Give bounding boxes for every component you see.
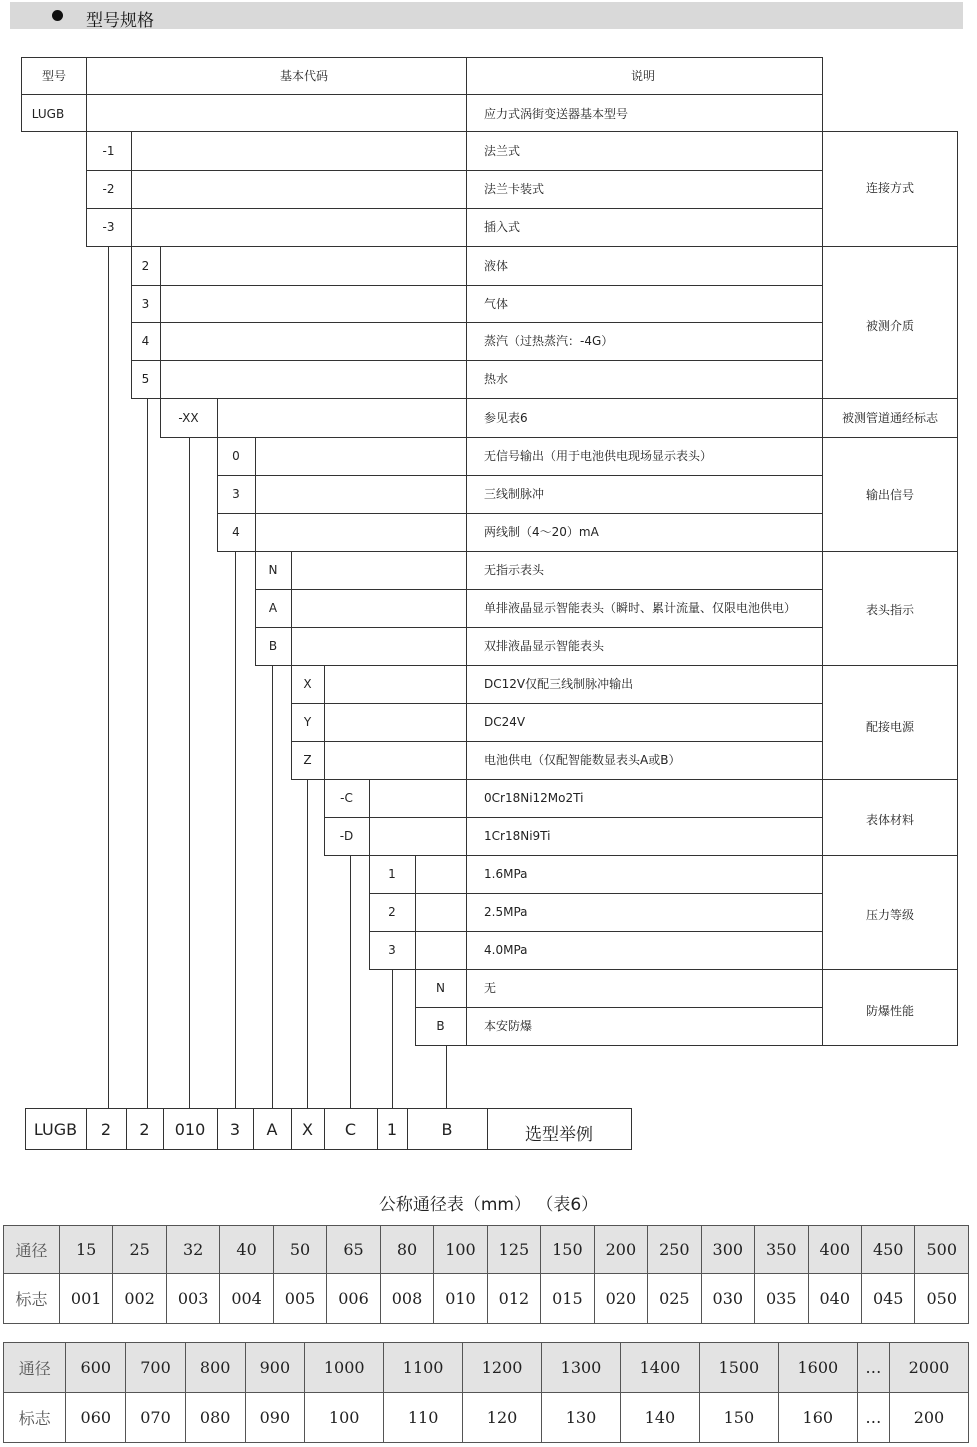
- example-code-cell: A: [266, 1120, 278, 1139]
- diameter-cell: 80: [380, 1226, 433, 1274]
- table-line: [255, 437, 256, 552]
- diameter-cell: 25: [113, 1226, 166, 1274]
- option-code: 0: [232, 449, 240, 463]
- example-code-cell: 2: [100, 1120, 112, 1139]
- table-line: [160, 398, 161, 438]
- table-line: [86, 131, 87, 247]
- table-line: [86, 1108, 87, 1150]
- option-code: X: [303, 677, 312, 691]
- option-description: DC12V仅配三线制脉冲输出: [484, 677, 634, 691]
- group-name: 压力等级: [865, 908, 915, 922]
- diameter-cell: 1600: [778, 1343, 857, 1393]
- diameter-cell: 1500: [699, 1343, 778, 1393]
- table-line: [415, 855, 416, 970]
- diameter-cell: 1400: [620, 1343, 699, 1393]
- mark-cell: 004: [220, 1274, 273, 1324]
- diameter-cell: 1200: [463, 1343, 542, 1393]
- table-line: [25, 1149, 632, 1150]
- mark-cell: …: [857, 1393, 889, 1443]
- diameter-cell: 1100: [384, 1343, 463, 1393]
- header-base-code: 基本代码: [279, 69, 329, 83]
- mark-cell: 030: [701, 1274, 754, 1324]
- example-code-cell: C: [344, 1120, 357, 1139]
- mark-cell: 012: [487, 1274, 540, 1324]
- group-name: 表头指示: [865, 603, 915, 617]
- option-code: 2: [141, 258, 150, 273]
- table-line: [291, 665, 292, 780]
- table-line: [253, 1108, 254, 1150]
- mark-cell: 120: [463, 1393, 542, 1443]
- option-description: 无: [484, 981, 497, 995]
- example-code-cell: 1: [386, 1120, 398, 1139]
- table-line: [21, 94, 823, 95]
- mark-cell: 001: [59, 1274, 112, 1324]
- diameter-cell: 800: [185, 1343, 245, 1393]
- option-code: 3: [141, 296, 150, 311]
- table-line: [415, 969, 416, 1046]
- option-code: -D: [339, 829, 354, 843]
- table-line: [272, 665, 273, 1109]
- option-description: 无指示表头: [484, 563, 545, 577]
- mark-cell: 140: [620, 1393, 699, 1443]
- header-description: 说明: [630, 69, 656, 83]
- table-line: [147, 398, 148, 1109]
- table-line: [957, 551, 958, 666]
- table-line: [217, 437, 218, 552]
- option-description: DC24V: [484, 715, 526, 729]
- table-line: [217, 513, 823, 514]
- base-model-description: 应力式涡街变送器基本型号: [484, 107, 629, 121]
- table-line: [25, 1108, 632, 1109]
- diameter-row-label: 通径: [4, 1343, 66, 1393]
- table-line: [307, 779, 308, 1109]
- table-line: [86, 170, 823, 171]
- mark-cell: 110: [384, 1393, 463, 1443]
- option-code: A: [268, 601, 278, 615]
- group-name: 防爆性能: [865, 1004, 915, 1018]
- diameter-cell: 900: [245, 1343, 305, 1393]
- table-line: [217, 1108, 218, 1150]
- table-line: [25, 1108, 26, 1150]
- option-code: 5: [141, 372, 150, 386]
- header-model: 型号: [41, 69, 67, 83]
- diameter-cell: 65: [327, 1226, 380, 1274]
- table-line: [86, 131, 958, 132]
- option-code: -3: [102, 220, 115, 234]
- mark-cell: 100: [305, 1393, 384, 1443]
- diameter-cell: 125: [487, 1226, 540, 1274]
- table-line: [377, 1108, 378, 1150]
- table-line: [86, 208, 823, 209]
- option-description: 液体: [484, 258, 509, 273]
- diameter-cell: 40: [220, 1226, 273, 1274]
- mark-cell: 045: [861, 1274, 914, 1324]
- table-line: [255, 589, 823, 590]
- diameter-cell: 350: [755, 1226, 808, 1274]
- mark-cell: 160: [778, 1393, 857, 1443]
- option-code: -2: [102, 182, 115, 196]
- mark-cell: 005: [273, 1274, 326, 1324]
- option-description: 单排液晶显示智能表头（瞬时、累计流量、仅限电池供电）: [484, 601, 797, 615]
- table-line: [131, 246, 958, 247]
- option-description: 1.6MPa: [484, 867, 528, 881]
- option-description: 气体: [484, 296, 509, 311]
- example-code-cell: X: [302, 1120, 313, 1139]
- table-line: [21, 57, 22, 132]
- group-name: 输出信号: [865, 488, 915, 502]
- mark-cell: 130: [542, 1393, 621, 1443]
- diameter-table-title: 公称通径表（mm） （表6）: [378, 1195, 599, 1215]
- table-line: [487, 1108, 488, 1150]
- diameter-row-label: 通径: [4, 1226, 60, 1274]
- option-code: 1: [388, 867, 396, 881]
- table-line: [324, 779, 958, 780]
- mark-cell: 060: [66, 1393, 126, 1443]
- table-line: [255, 551, 256, 666]
- option-description: 4.0MPa: [484, 943, 528, 957]
- table-line: [957, 855, 958, 970]
- table-line: [255, 551, 958, 552]
- option-description: 蒸汽（过热蒸汽：-4G）: [484, 334, 614, 348]
- diameter-cell: 1000: [305, 1343, 384, 1393]
- diameter-table-part1: [3, 1225, 969, 1324]
- mark-cell: 090: [245, 1393, 305, 1443]
- table-line: [324, 779, 325, 856]
- mark-cell: 003: [166, 1274, 219, 1324]
- option-code: N: [268, 563, 278, 577]
- table-line: [131, 131, 132, 247]
- option-code: 2: [388, 905, 396, 919]
- option-description: 热水: [484, 372, 509, 386]
- table-line: [160, 246, 161, 399]
- option-code: B: [436, 1019, 445, 1033]
- diameter-cell: 100: [434, 1226, 487, 1274]
- diameter-cell: 15: [59, 1226, 112, 1274]
- table-line: [631, 1108, 632, 1150]
- mark-cell: 010: [434, 1274, 487, 1324]
- table-line: [446, 1045, 447, 1109]
- table-line: [957, 665, 958, 780]
- table-line: [131, 322, 823, 323]
- option-code: N: [436, 981, 445, 995]
- option-code: Z: [303, 753, 312, 767]
- option-description: 法兰式: [484, 143, 521, 158]
- option-code: 3: [388, 943, 396, 957]
- diameter-cell: 1300: [542, 1343, 621, 1393]
- diameter-cell: 200: [594, 1226, 647, 1274]
- table-line: [957, 969, 958, 1046]
- diameter-cell: 32: [166, 1226, 219, 1274]
- table-line: [291, 703, 823, 704]
- section-title: 型号规格: [86, 11, 154, 31]
- table-line: [957, 131, 958, 247]
- table-line: [324, 665, 325, 780]
- table-line: [324, 817, 823, 818]
- mark-cell: 050: [915, 1274, 969, 1324]
- table-line: [415, 1007, 823, 1008]
- bullet-icon: [52, 10, 63, 21]
- mark-cell: 200: [889, 1393, 968, 1443]
- option-code: 3: [232, 487, 240, 501]
- option-description: 法兰卡装式: [484, 182, 545, 196]
- mark-cell: 002: [113, 1274, 166, 1324]
- table-line: [957, 779, 958, 856]
- diameter-table-part2: [3, 1342, 969, 1443]
- table-line: [255, 627, 823, 628]
- table-line: [957, 437, 958, 552]
- table-line: [291, 665, 958, 666]
- group-name: 配接电源: [865, 720, 915, 734]
- option-description: 1Cr18Ni9Ti: [484, 829, 551, 843]
- mark-cell: 150: [699, 1393, 778, 1443]
- option-description: 2.5MPa: [484, 905, 528, 919]
- mark-cell: 020: [594, 1274, 647, 1324]
- table-line: [21, 57, 823, 58]
- diameter-cell: 600: [66, 1343, 126, 1393]
- mark-cell: 015: [541, 1274, 594, 1324]
- diameter-cell: …: [857, 1343, 889, 1393]
- example-code-cell: 3: [229, 1120, 241, 1139]
- option-code: -XX: [178, 410, 199, 425]
- table-line: [369, 931, 823, 932]
- option-description: 插入式: [484, 220, 521, 234]
- table-line: [217, 437, 958, 438]
- table-line: [369, 855, 370, 970]
- table-line: [108, 246, 109, 1109]
- table-line: [235, 551, 236, 1109]
- mark-cell: 035: [755, 1274, 808, 1324]
- diameter-cell: 700: [126, 1343, 186, 1393]
- table-line: [126, 1108, 127, 1150]
- mark-row-label: 标志: [4, 1393, 66, 1443]
- table-line: [392, 969, 393, 1109]
- option-description: 本安防爆: [484, 1019, 533, 1033]
- diameter-cell: 2000: [889, 1343, 968, 1393]
- example-code-cell: 010: [174, 1120, 206, 1139]
- table-line: [131, 246, 132, 399]
- section-header: [10, 2, 963, 29]
- table-line: [160, 398, 958, 399]
- option-code: 4: [141, 334, 150, 348]
- table-line: [131, 360, 823, 361]
- option-description: 两线制（4～20）mA: [484, 525, 599, 539]
- table-line: [291, 551, 292, 666]
- table-line: [131, 285, 823, 286]
- group-name: 被测介质: [865, 319, 915, 333]
- table-line: [189, 437, 190, 1109]
- option-code: -1: [102, 143, 115, 158]
- mark-cell: 025: [648, 1274, 701, 1324]
- table-line: [350, 855, 351, 1109]
- diameter-cell: 300: [701, 1226, 754, 1274]
- table-line: [957, 246, 958, 399]
- table-line: [957, 398, 958, 438]
- diameter-cell: 450: [861, 1226, 914, 1274]
- table-line: [466, 969, 467, 1046]
- mark-cell: 070: [126, 1393, 186, 1443]
- table-line: [369, 779, 370, 856]
- option-code: -C: [340, 791, 353, 805]
- table-line: [217, 475, 823, 476]
- option-code: Y: [303, 715, 312, 729]
- table-line: [291, 741, 823, 742]
- group-name: 被测管道通经标志: [841, 411, 939, 425]
- option-description: 双排液晶显示智能表头: [484, 639, 605, 653]
- table-line: [369, 893, 823, 894]
- group-name: 连接方式: [865, 181, 915, 195]
- table-line: [369, 855, 958, 856]
- table-line: [217, 398, 218, 438]
- mark-cell: 008: [380, 1274, 433, 1324]
- diameter-cell: 500: [915, 1226, 969, 1274]
- option-code: 4: [232, 525, 240, 539]
- example-label: 选型举例: [525, 1125, 593, 1145]
- diameter-cell: 250: [648, 1226, 701, 1274]
- option-description: 无信号输出（用于电池供电现场显示表头）: [484, 449, 713, 463]
- example-code-cell: B: [441, 1120, 453, 1139]
- table-line: [415, 969, 958, 970]
- mark-row-label: 标志: [4, 1274, 60, 1324]
- group-name: 表体材料: [865, 813, 915, 827]
- diameter-cell: 50: [273, 1226, 326, 1274]
- mark-cell: 040: [808, 1274, 861, 1324]
- example-code-cell: 2: [139, 1120, 150, 1139]
- option-code: B: [268, 639, 278, 653]
- table-line: [407, 1108, 408, 1150]
- diameter-cell: 150: [541, 1226, 594, 1274]
- mark-cell: 080: [185, 1393, 245, 1443]
- option-description: 参见表6: [484, 410, 528, 425]
- diameter-cell: 400: [808, 1226, 861, 1274]
- table-line: [291, 1108, 292, 1150]
- mark-cell: 006: [327, 1274, 380, 1324]
- example-code-cell: LUGB: [33, 1120, 78, 1139]
- option-description: 0Cr18Ni12Mo2Ti: [484, 791, 584, 805]
- table-line: [415, 1045, 958, 1046]
- option-description: 三线制脉冲: [484, 487, 545, 501]
- option-description: 电池供电（仅配智能数显表头A或B）: [484, 753, 681, 767]
- table-line: [163, 1108, 164, 1150]
- table-line: [324, 1108, 325, 1150]
- base-model-code: LUGB: [31, 107, 65, 121]
